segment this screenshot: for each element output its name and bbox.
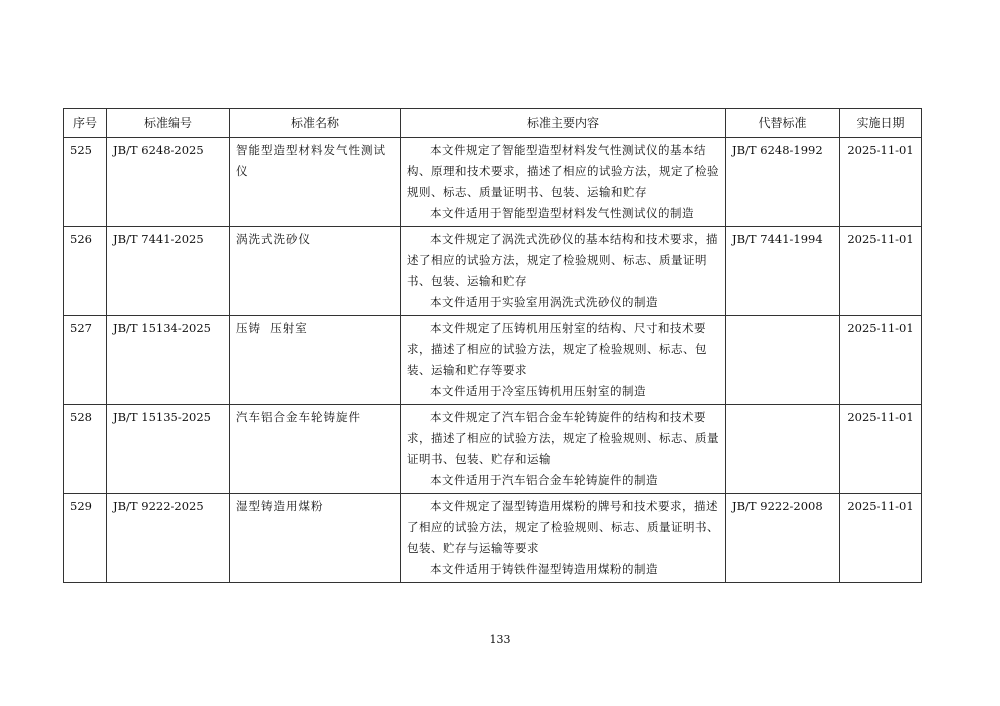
content-applicability: 本文件适用于实验室用涡洗式洗砂仪的制造 (430, 295, 658, 309)
header-content: 标准主要内容 (401, 109, 726, 138)
page-number: 133 (489, 633, 511, 646)
table-row (64, 405, 922, 494)
name-cell: 涡洗式洗砂仪 (230, 227, 401, 316)
content-applicability: 本文件适用于智能型造型材料发气性测试仪的制造 (430, 206, 694, 220)
replaces-cell: JB/T 9222-2008 (726, 494, 840, 583)
name-cell: 压铸 压射室 (230, 316, 401, 405)
table-row (64, 227, 922, 316)
content-scope: 本文件规定了汽车铝合金车轮铸旋件的结构和技术要求，描述了相应的试验方法，规定了检验规则、标志、质量证明书、包装、贮存和运输 (407, 410, 719, 466)
seq-cell: 529 (64, 494, 107, 583)
content-scope: 本文件规定了智能型造型材料发气性测试仪的基本结构、原理和技术要求，描述了相应的试验方法，规定了检验规则、标志、质量证明书、包装、运输和贮存 (407, 143, 719, 199)
replaces-cell: JB/T 6248-1992 (726, 138, 840, 227)
header-seq: 序号 (64, 109, 107, 138)
content-cell (401, 227, 726, 316)
date-cell: 2025-11-01 (840, 494, 922, 583)
content-applicability: 本文件适用于汽车铝合金车轮铸旋件的制造 (430, 473, 658, 487)
standards-table (63, 108, 922, 583)
code-cell: JB/T 9222-2025 (107, 494, 230, 583)
seq-cell: 528 (64, 405, 107, 494)
date-cell: 2025-11-01 (840, 227, 922, 316)
content-cell (401, 316, 726, 405)
header-replaces: 代替标准 (726, 109, 840, 138)
table-row (64, 494, 922, 583)
seq-cell: 525 (64, 138, 107, 227)
seq-cell: 526 (64, 227, 107, 316)
table-row (64, 316, 922, 405)
table-header-row (64, 109, 922, 138)
date-cell: 2025-11-01 (840, 405, 922, 494)
replaces-cell (726, 405, 840, 494)
content-scope: 本文件规定了涡洗式洗砂仪的基本结构和技术要求，描述了相应的试验方法，规定了检验规则、标志、质量证明书、包装、运输和贮存 (407, 232, 718, 288)
content-applicability: 本文件适用于铸铁件湿型铸造用煤粉的制造 (430, 562, 658, 576)
header-name: 标准名称 (230, 109, 401, 138)
header-date: 实施日期 (840, 109, 922, 138)
content-applicability: 本文件适用于冷室压铸机用压射室的制造 (430, 384, 646, 398)
header-code: 标准编号 (107, 109, 230, 138)
replaces-cell (726, 316, 840, 405)
table-row (64, 138, 922, 227)
code-cell: JB/T 7441-2025 (107, 227, 230, 316)
name-cell: 汽车铝合金车轮铸旋件 (230, 405, 401, 494)
content-cell (401, 138, 726, 227)
date-cell: 2025-11-01 (840, 316, 922, 405)
seq-cell: 527 (64, 316, 107, 405)
replaces-cell: JB/T 7441-1994 (726, 227, 840, 316)
code-cell: JB/T 15134-2025 (107, 316, 230, 405)
content-scope: 本文件规定了压铸机用压射室的结构、尺寸和技术要求，描述了相应的试验方法，规定了检验规则、标志、包装、运输和贮存等要求 (407, 321, 707, 377)
date-cell: 2025-11-01 (840, 138, 922, 227)
code-cell: JB/T 6248-2025 (107, 138, 230, 227)
code-cell: JB/T 15135-2025 (107, 405, 230, 494)
name-cell: 湿型铸造用煤粉 (230, 494, 401, 583)
content-scope: 本文件规定了湿型铸造用煤粉的牌号和技术要求，描述了相应的试验方法，规定了检验规则、标志、质量证明书、包装、贮存与运输等要求 (407, 499, 719, 555)
name-cell: 智能型造型材料发气性测试仪 (230, 138, 401, 227)
content-cell (401, 494, 726, 583)
content-cell (401, 405, 726, 494)
